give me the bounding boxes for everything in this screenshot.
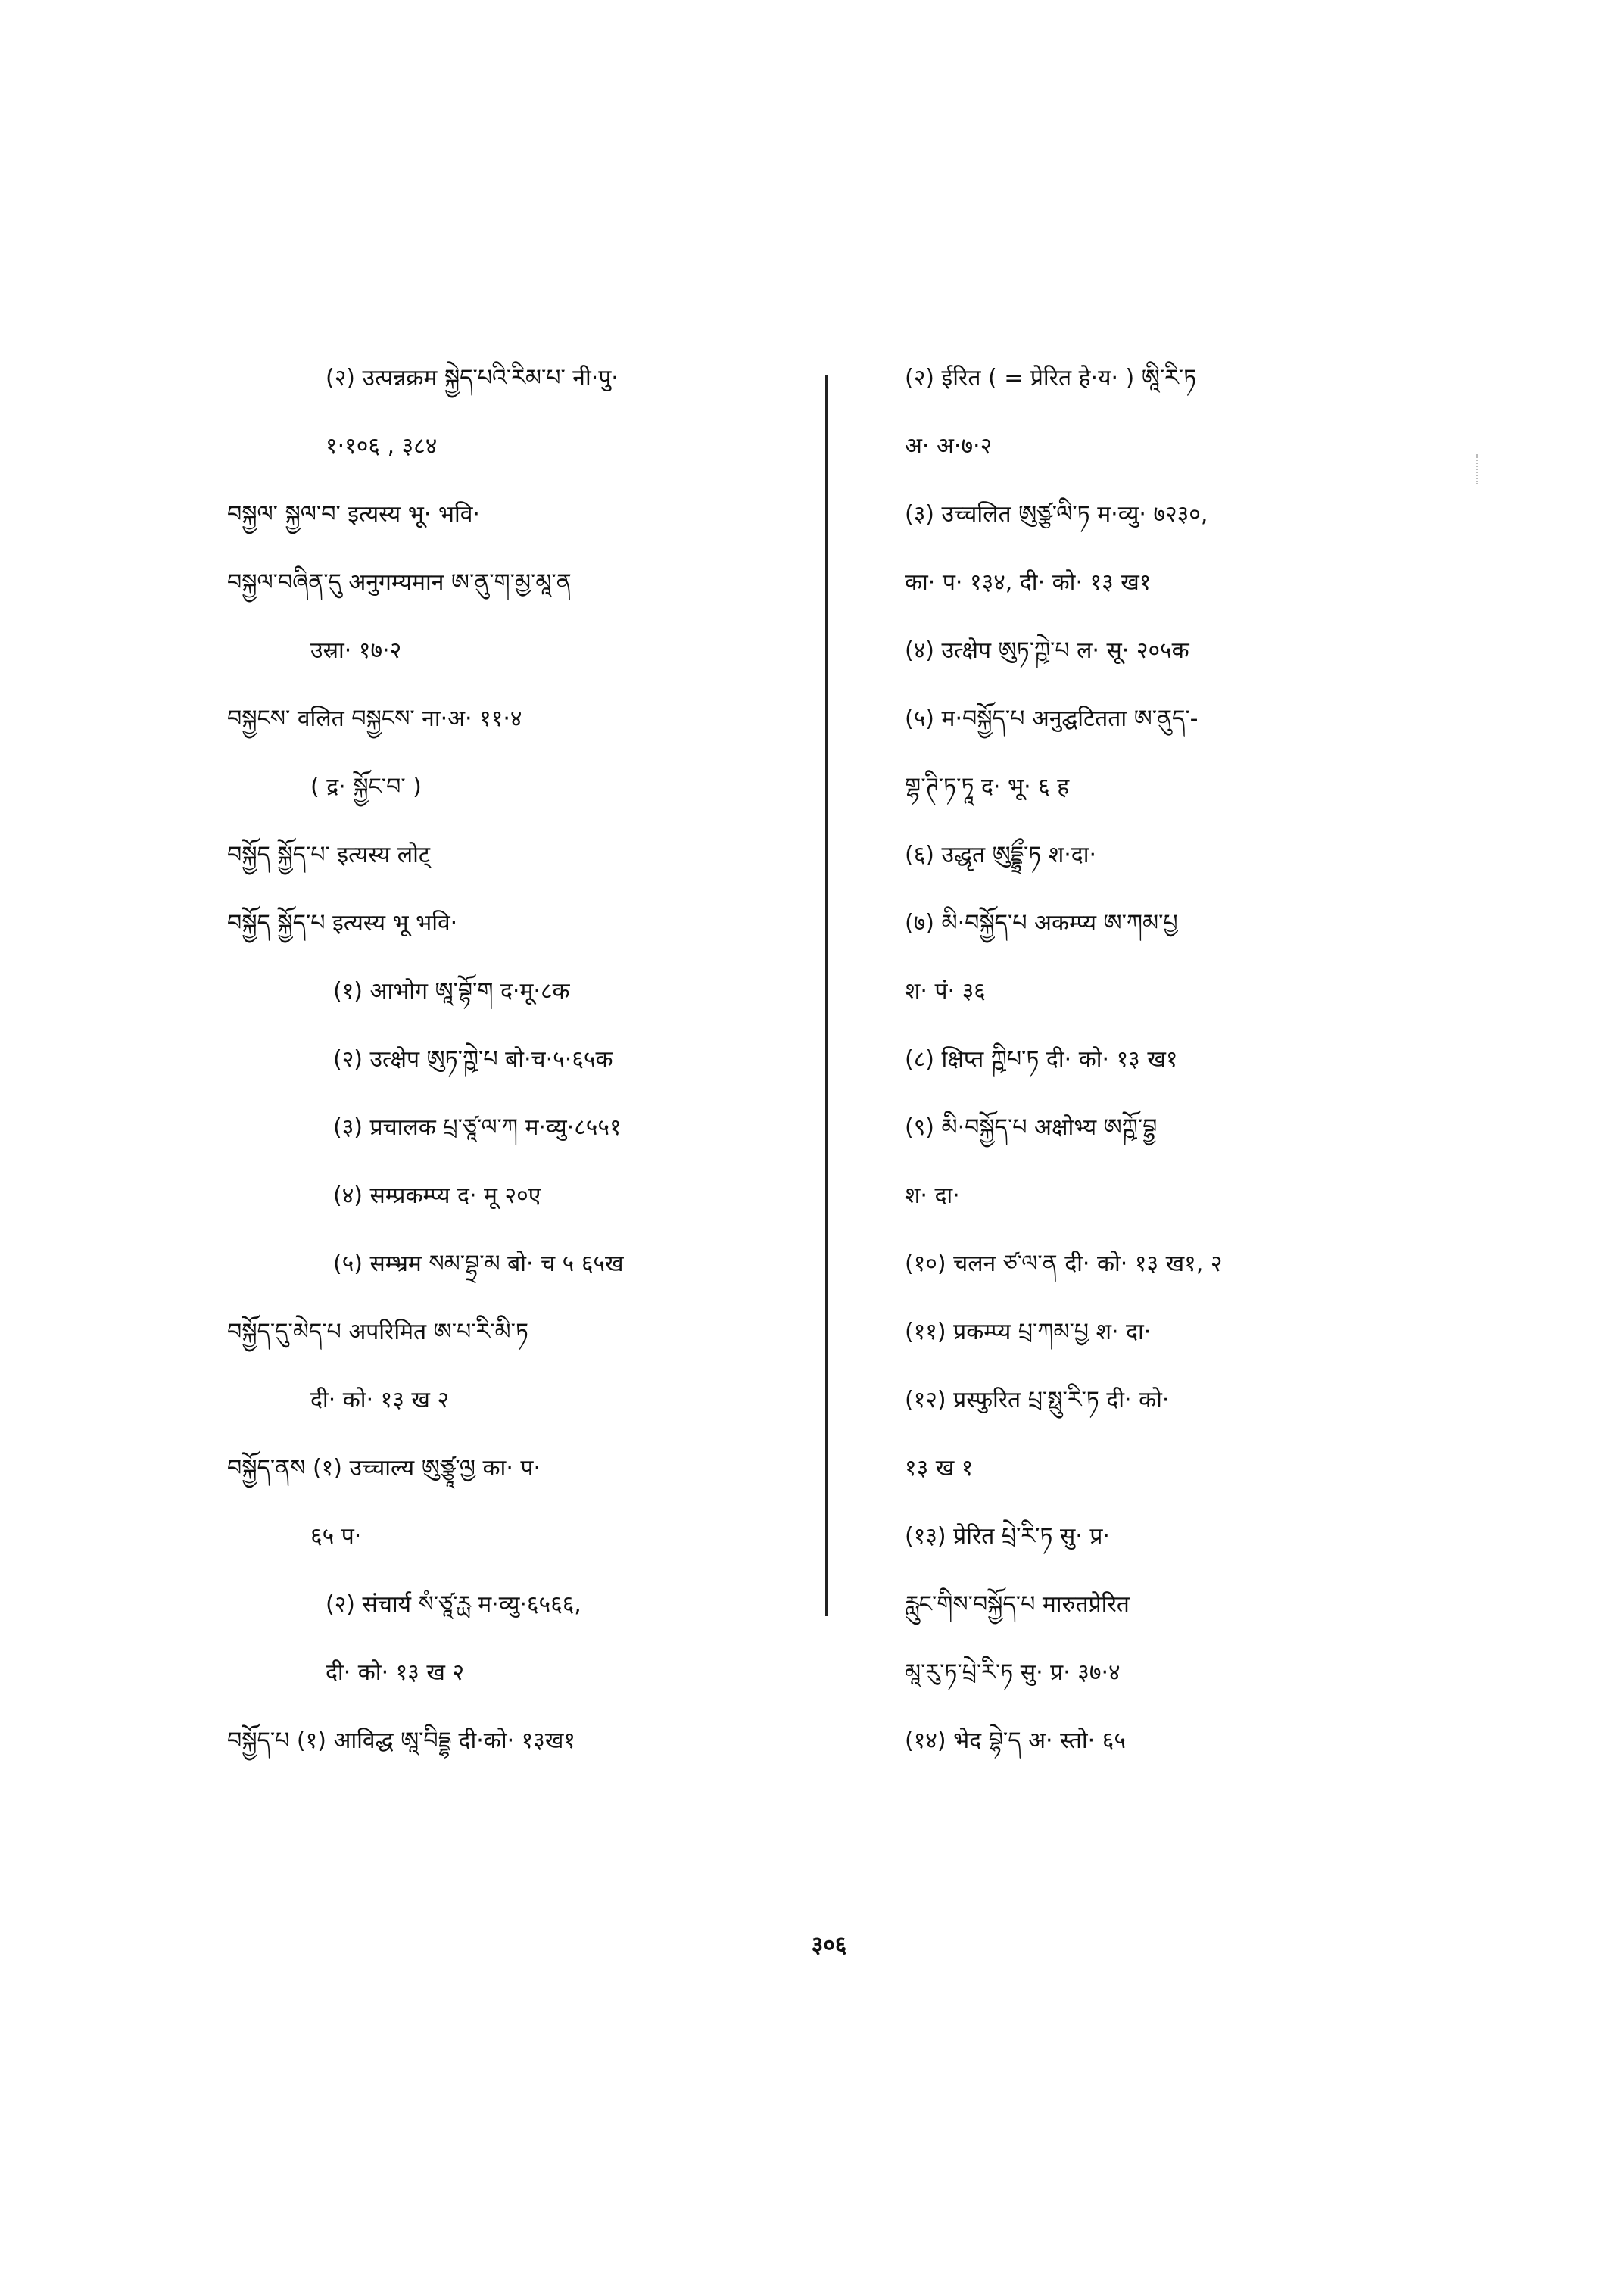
left-entry-line: བསྐྱལ་བཞིན་དུ अनुगम्यमान ཨ་ནུ་ག་མྱ་མཱ་ན — [227, 569, 572, 596]
right-entry-line: (८) क्षिप्त ཀྵིཔ་ཏ दी· को· १३ ख१ — [905, 1046, 1178, 1073]
left-entry-line: བསྐྱོད སྐྱོད་པ་ इत्यस्य लोट् — [227, 842, 431, 868]
left-entry-line: (१) आभोग ཨཱ་བྷོ་ག द·मू·८क — [333, 978, 570, 1005]
left-entry-line: दी· को· १३ ख २ — [326, 1659, 465, 1686]
right-entry-line: (१४) भेद བྷེ་ད अ· स्तो· ६५ — [905, 1728, 1126, 1754]
column-divider — [825, 375, 828, 1616]
left-entry-line: ६५ प· — [310, 1523, 362, 1550]
right-entry-line: १३ ख १ — [905, 1455, 974, 1481]
left-entry-line: (४) सम्प्रकम्प्य द· मू २०ए — [333, 1182, 541, 1209]
left-entry-line: १·१०६ , ३८४ — [326, 433, 438, 460]
right-entry-line: གྷ་ཊི་ཏ་ཏཱ द· भू· ६ ह — [905, 774, 1070, 800]
left-entry-line: བསྐྱོད སྐྱོད་པ इत्यस्य भू भवि· — [227, 910, 458, 936]
right-entry-line: (९) མི·བསྐྱོད་པ अक्षोभ्य ཨཀྵོ་བྷྱ — [905, 1114, 1158, 1141]
left-column — [227, 344, 825, 1775]
right-entry-line: (१३) प्रेरित པྲེ་རི་ཏ सु· प्र· — [905, 1523, 1110, 1550]
page-number: ३०६ — [811, 1932, 847, 1958]
right-entry-line: (११) प्रकम्प्य པྲ་ཀམ་པྱ श· दा· — [905, 1319, 1152, 1345]
right-entry-line: का· प· १३४, दी· को· १३ ख१ — [905, 569, 1152, 596]
right-entry-line: श· पं· ३६ — [905, 978, 986, 1005]
right-entry-line: अ· अ·७·२ — [905, 433, 993, 460]
right-entry-line: (३) उच्चलित ཨུཙྩ་ལི་ཏ म·व्यु· ७२३०, — [905, 501, 1208, 528]
right-entry-line: (१२) प्रस्फुरित པྲ་སྥུ་རི་ཏ दी· को· — [905, 1387, 1170, 1413]
left-entry-line: ( द्र· སྐྱོང་བ་ ) — [310, 774, 422, 800]
left-entry-line: उस्रा· १७·२ — [310, 637, 402, 664]
left-entry-line: བསྐྱལ་ སྐྱལ་བ་ इत्यस्य भू· भवि· — [227, 501, 480, 528]
left-entry-line: (३) प्रचालक པྲ་ཙཱ་ལ་ཀ म·व्यु·८५५१ — [333, 1114, 622, 1141]
right-entry-line: (५) म·བསྐྱོད་པ अनुद्घटितता ཨ་ནུད་- — [905, 706, 1199, 732]
margin-mark — [1476, 454, 1479, 484]
left-entry-line: (५) सम्भ्रम སམ་བྷྲ་མ बो· च ५ ६५ख — [333, 1251, 624, 1277]
right-entry-line: མཱ་རུ་ཏ་པྲེ་རི་ཏ सु· प्र· ३७·४ — [905, 1659, 1121, 1686]
right-entry-line: (१०) चलन ཙ་ལ་ན दी· को· १३ ख१, २ — [905, 1251, 1223, 1277]
right-entry-line: (६) उद्धृत ཨུདྡྷྲྀ་ཏ श·दा· — [905, 842, 1097, 868]
right-entry-line: (२) ईरित ( = प्रेरित हे·य· ) ཨཱི་རི་ཏ — [905, 365, 1197, 391]
left-entry-line: བསྐྱོད་ནས (१) उच्चाल्य ཨུཙྩཱ་ལྱ का· प· — [227, 1455, 541, 1481]
right-entry-line: (७) མི·བསྐྱོད་པ अकम्प्य ཨ་ཀམ་པྱ — [905, 910, 1178, 936]
left-entry-line: (२) उत्क्षेप ཨུཏ་ཀྵེ་པ बो·च·५·६५क — [333, 1046, 613, 1073]
left-entry-line: दी· को· १३ ख २ — [310, 1387, 450, 1413]
left-entry-line: (२) उत्पन्नक्रम སྐྱེད་པའི་རིམ་པ་ नी·पु· — [326, 365, 619, 391]
left-entry-line: བསྐྱོད་པ (१) आविद्ध ཨཱ་བིདྡྷ दी·को· १३ख१ — [227, 1728, 576, 1754]
right-entry-line: श· दा· — [905, 1182, 960, 1209]
right-entry-line: (४) उत्क्षेप ཨུཏ་ཀྵེ་པ ल· सू· २०५क — [905, 637, 1189, 664]
right-entry-line: རླུང་གིས་བསྐྱོད་པ मारुतप्रेरित — [905, 1591, 1130, 1618]
left-entry-line: (२) संचार्य སཾ་ཙཱ་ཪྻ म·व्यु·६५६६, — [326, 1591, 581, 1618]
left-entry-line: བསྐྱངས་ वलित བསྐྱངས་ ना·अ· ११·४ — [227, 706, 522, 732]
right-column — [890, 344, 1435, 1775]
left-entry-line: བསྐྱོད་དུ་མེད་པ अपरिमित ཨ་པ་རི་མི་ཏ — [227, 1319, 528, 1345]
